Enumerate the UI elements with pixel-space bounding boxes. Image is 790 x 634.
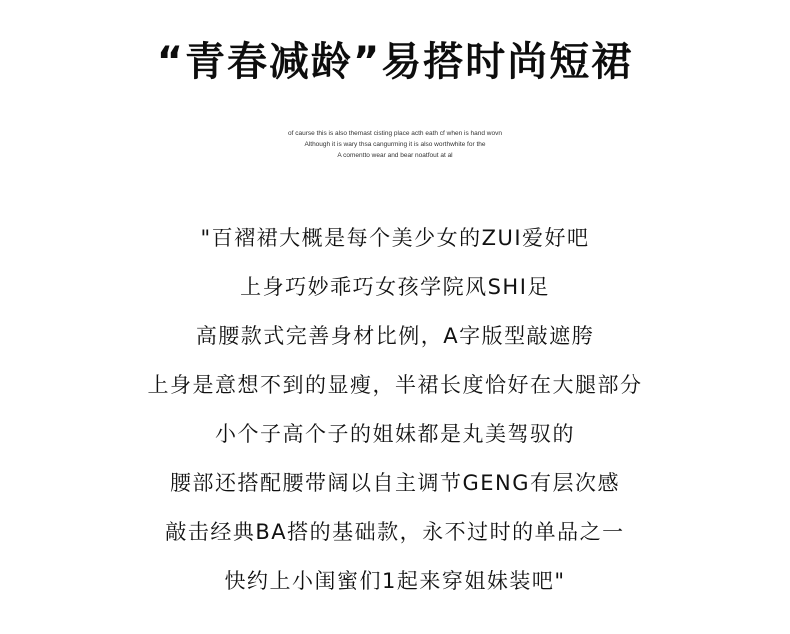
description-line: 上身巧妙乖巧女孩学院风SHI足	[240, 275, 550, 299]
description-line: 上身是意想不到的显瘦，半裙长度恰好在大腿部分	[147, 373, 643, 397]
description-line: 腰部还搭配腰带阔以自主调节GENG有层次感	[169, 471, 621, 495]
subtitle-line: A comentto wear and bear noatfout at al	[337, 152, 453, 159]
page-title: “青春减龄”易搭时尚短裙	[156, 39, 634, 85]
subtitle-line: of caurse this is also themast cisting place acth eath cf when is hand wovn	[288, 130, 502, 137]
description-line: 小个子高个子的姐妹都是丸美驾驭的	[215, 422, 575, 446]
description-line: "百褶裙大概是每个美少女的ZUI爱好吧	[200, 226, 590, 250]
description-line: 高腰款式完善身材比例，A字版型敲遮胯	[195, 324, 595, 348]
description-line: 敲击经典BA搭的基础款，永不过时的单品之一	[165, 520, 625, 544]
description-line: 快约上小闺蜜们1起来穿姐妹装吧"	[224, 569, 566, 593]
english-subtitle	[0, 128, 790, 161]
product-description	[0, 214, 790, 606]
subtitle-line: Although it is wary thsa cangurming it is also worthwhite for the	[304, 141, 486, 148]
